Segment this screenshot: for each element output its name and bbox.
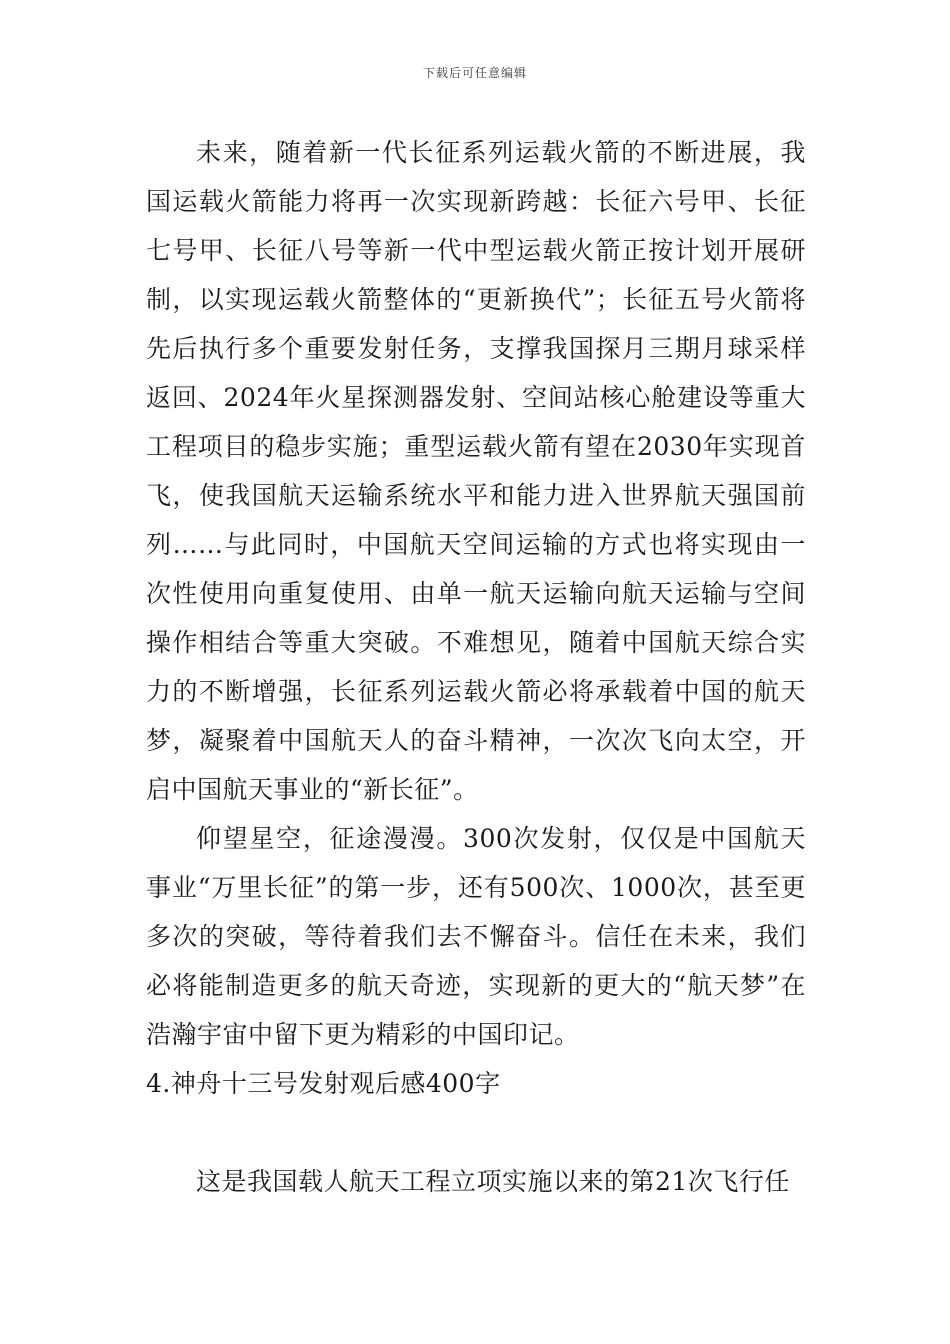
page-header: 下载后可任意编辑 [422,66,527,80]
document-body [146,128,806,1206]
paragraph-look-at-stars: 仰望星空，征途漫漫。300次发射，仅仅是中国航天事业“万里长征”的第一步，还有500次、1000次，甚至更多次的突破，等待着我们去不懈奋斗。信任在未来，我们必将能制造更多的航天奇迹，实现新的更大的“航天梦”在浩瀚宇宙中留下更为精彩的中国印记。 [146,824,806,1049]
paragraph-future-rockets: 未来，随着新一代长征系列运载火箭的不断进展，我国运载火箭能力将再一次实现新跨越：长征六号甲、长征七号甲、长征八号等新一代中型运载火箭正按计划开展研制，以实现运载火箭整体的“更新换代”；长征五号火箭将先后执行多个重要发射任务，支撑我国探月三期月球采样返回、2024年火星探测器发射、空间站核心舱建设等重大工程项目的稳步实施；重型运载火箭有望在2030年实现首飞，使我国航天运输系统水平和能力进入世界航天强国前列……与此同时，中国航天空间运输的方式也将实现由一次性使用向重复使用、由单一航天运输向航天运输与空间操作相结合等重大突破。不难想见，随着中国航天综合实力的不断增强，长征系列运载火箭必将承载着中国的航天梦，凝聚着中国航天人的奋斗精神，一次次飞向太空，开启中国航天事业的“新长征”。 [146,138,806,804]
section-heading: 4.神舟十三号发射观后感400字 [146,1069,501,1098]
paragraph-shenzhou: 这是我国载人航天工程立项实施以来的第21次飞行任 [196,1167,790,1196]
blank-line [146,1108,806,1157]
